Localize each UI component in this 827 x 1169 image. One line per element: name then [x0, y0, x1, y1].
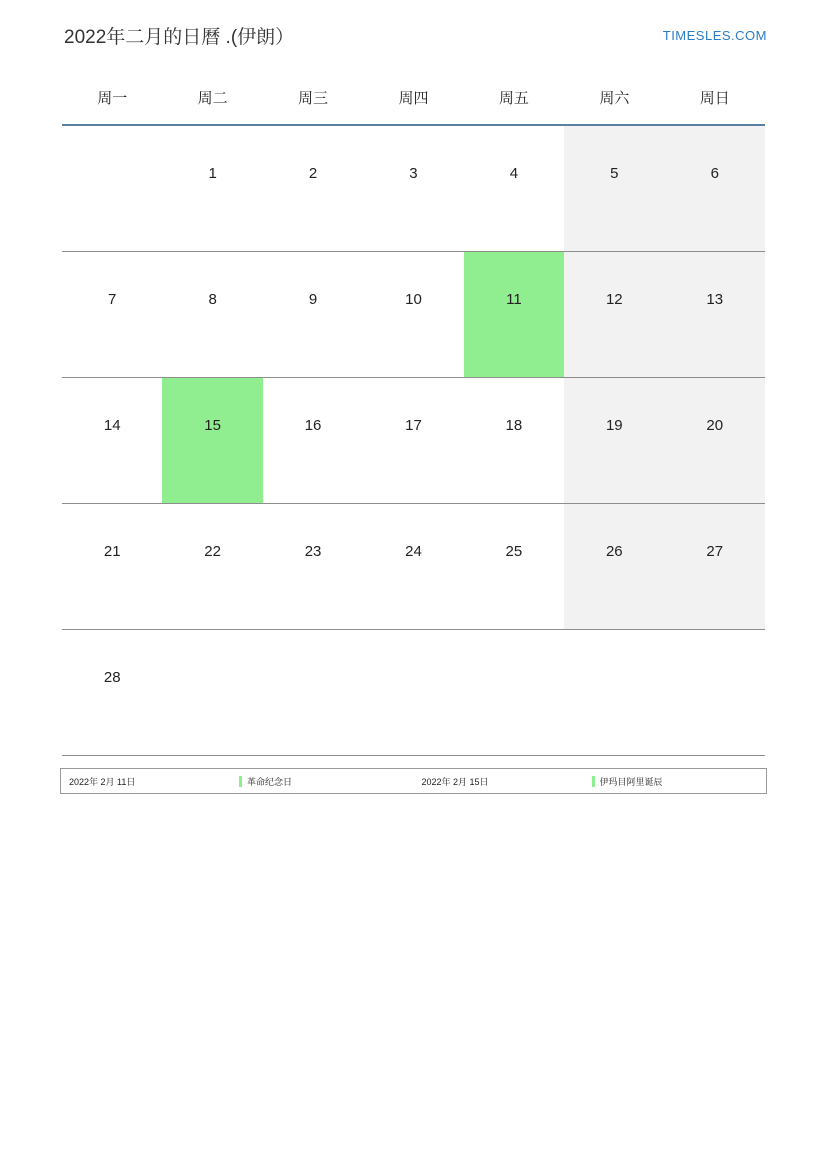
day-cell — [62, 125, 162, 252]
day-number: 23 — [304, 543, 322, 560]
day-cell[interactable] — [62, 504, 162, 630]
day-number: 22 — [204, 543, 221, 560]
day-cell[interactable] — [665, 504, 765, 630]
calendar-head — [62, 79, 765, 125]
calendar-week-row — [62, 252, 765, 378]
weekday-header-wed: 周三 — [298, 90, 329, 107]
day-number: 26 — [605, 543, 623, 560]
legend-date: 2022年 2月 11日 — [69, 776, 136, 787]
day-number: 5 — [610, 165, 619, 182]
day-number: 10 — [405, 291, 422, 308]
day-cell[interactable] — [263, 252, 363, 378]
day-cell[interactable] — [464, 125, 564, 252]
day-cell[interactable] — [564, 504, 664, 630]
day-number: 14 — [103, 417, 121, 434]
calendar-container — [62, 79, 765, 756]
day-number: 11 — [506, 291, 522, 308]
day-cell[interactable] — [263, 378, 363, 504]
day-number: 18 — [505, 417, 523, 434]
day-cell — [665, 630, 765, 756]
calendar-table — [62, 79, 765, 756]
day-cell[interactable] — [665, 252, 765, 378]
day-cell[interactable] — [162, 252, 262, 378]
day-cell[interactable] — [62, 252, 162, 378]
weekday-header-tue: 周二 — [197, 90, 228, 107]
holiday-color-swatch-icon — [239, 776, 242, 787]
legend-holiday-name-wrap — [584, 769, 767, 793]
weekday-header-sun: 周日 — [699, 90, 730, 107]
holiday-legend — [60, 768, 767, 794]
day-number: 20 — [706, 417, 724, 434]
day-cell[interactable] — [363, 378, 463, 504]
day-number: 24 — [405, 543, 422, 560]
day-cell — [263, 630, 363, 756]
day-number: 1 — [208, 165, 217, 182]
day-number: 3 — [409, 165, 418, 182]
day-cell — [464, 630, 564, 756]
day-number: 7 — [108, 291, 117, 308]
day-number: 9 — [308, 291, 318, 308]
day-cell[interactable] — [363, 252, 463, 378]
holiday-color-swatch-icon — [592, 776, 595, 787]
day-cell[interactable] — [363, 125, 463, 252]
day-number: 4 — [509, 165, 519, 182]
weekday-header-sat: 周六 — [599, 90, 630, 107]
day-number: 2 — [308, 165, 318, 182]
weekday-header-fri: 周五 — [498, 90, 529, 107]
day-number: 6 — [710, 165, 719, 182]
day-number: 12 — [605, 291, 623, 308]
calendar-week-row — [62, 125, 765, 252]
day-cell[interactable] — [564, 125, 664, 252]
weekday-header-thu: 周四 — [398, 90, 429, 107]
day-number: 16 — [304, 417, 322, 434]
weekday-header-mon: 周一 — [97, 90, 128, 107]
day-number: 25 — [505, 543, 523, 560]
day-cell[interactable] — [263, 504, 363, 630]
day-number: 8 — [208, 291, 217, 308]
day-cell[interactable] — [564, 252, 664, 378]
day-number: 19 — [605, 417, 623, 434]
legend-holiday-name-wrap — [231, 769, 414, 793]
calendar-week-row — [62, 378, 765, 504]
legend-holiday-name: 革命纪念日 — [247, 776, 293, 787]
day-number: 13 — [706, 291, 724, 308]
day-number: 21 — [103, 543, 121, 560]
day-number: 27 — [706, 543, 724, 560]
page-header — [0, 0, 827, 49]
calendar-week-row — [62, 504, 765, 630]
legend-date: 2022年 2月 15日 — [421, 776, 489, 787]
day-number: 15 — [204, 417, 221, 434]
site-brand: TIMESLES.COM — [662, 28, 767, 43]
day-cell-holiday[interactable] — [464, 252, 564, 378]
day-cell-holiday[interactable] — [162, 378, 262, 504]
day-cell — [363, 630, 463, 756]
calendar-body — [62, 125, 765, 756]
day-cell[interactable] — [162, 504, 262, 630]
day-cell[interactable] — [62, 378, 162, 504]
day-cell[interactable] — [62, 630, 162, 756]
day-cell[interactable] — [363, 504, 463, 630]
page-title: 2022年二月的日曆 .(伊朗） — [64, 27, 295, 48]
weekday-header-row — [62, 79, 765, 125]
day-cell[interactable] — [665, 378, 765, 504]
day-number: 28 — [103, 669, 121, 686]
day-cell — [162, 630, 262, 756]
calendar-week-row — [62, 630, 765, 756]
day-cell[interactable] — [263, 125, 363, 252]
day-cell[interactable] — [564, 378, 664, 504]
legend-holiday-name: 伊玛目阿里诞辰 — [599, 776, 663, 787]
day-cell[interactable] — [464, 378, 564, 504]
day-cell[interactable] — [162, 125, 262, 252]
day-number: 17 — [405, 417, 422, 434]
day-cell — [564, 630, 664, 756]
day-cell[interactable] — [665, 125, 765, 252]
day-cell[interactable] — [464, 504, 564, 630]
